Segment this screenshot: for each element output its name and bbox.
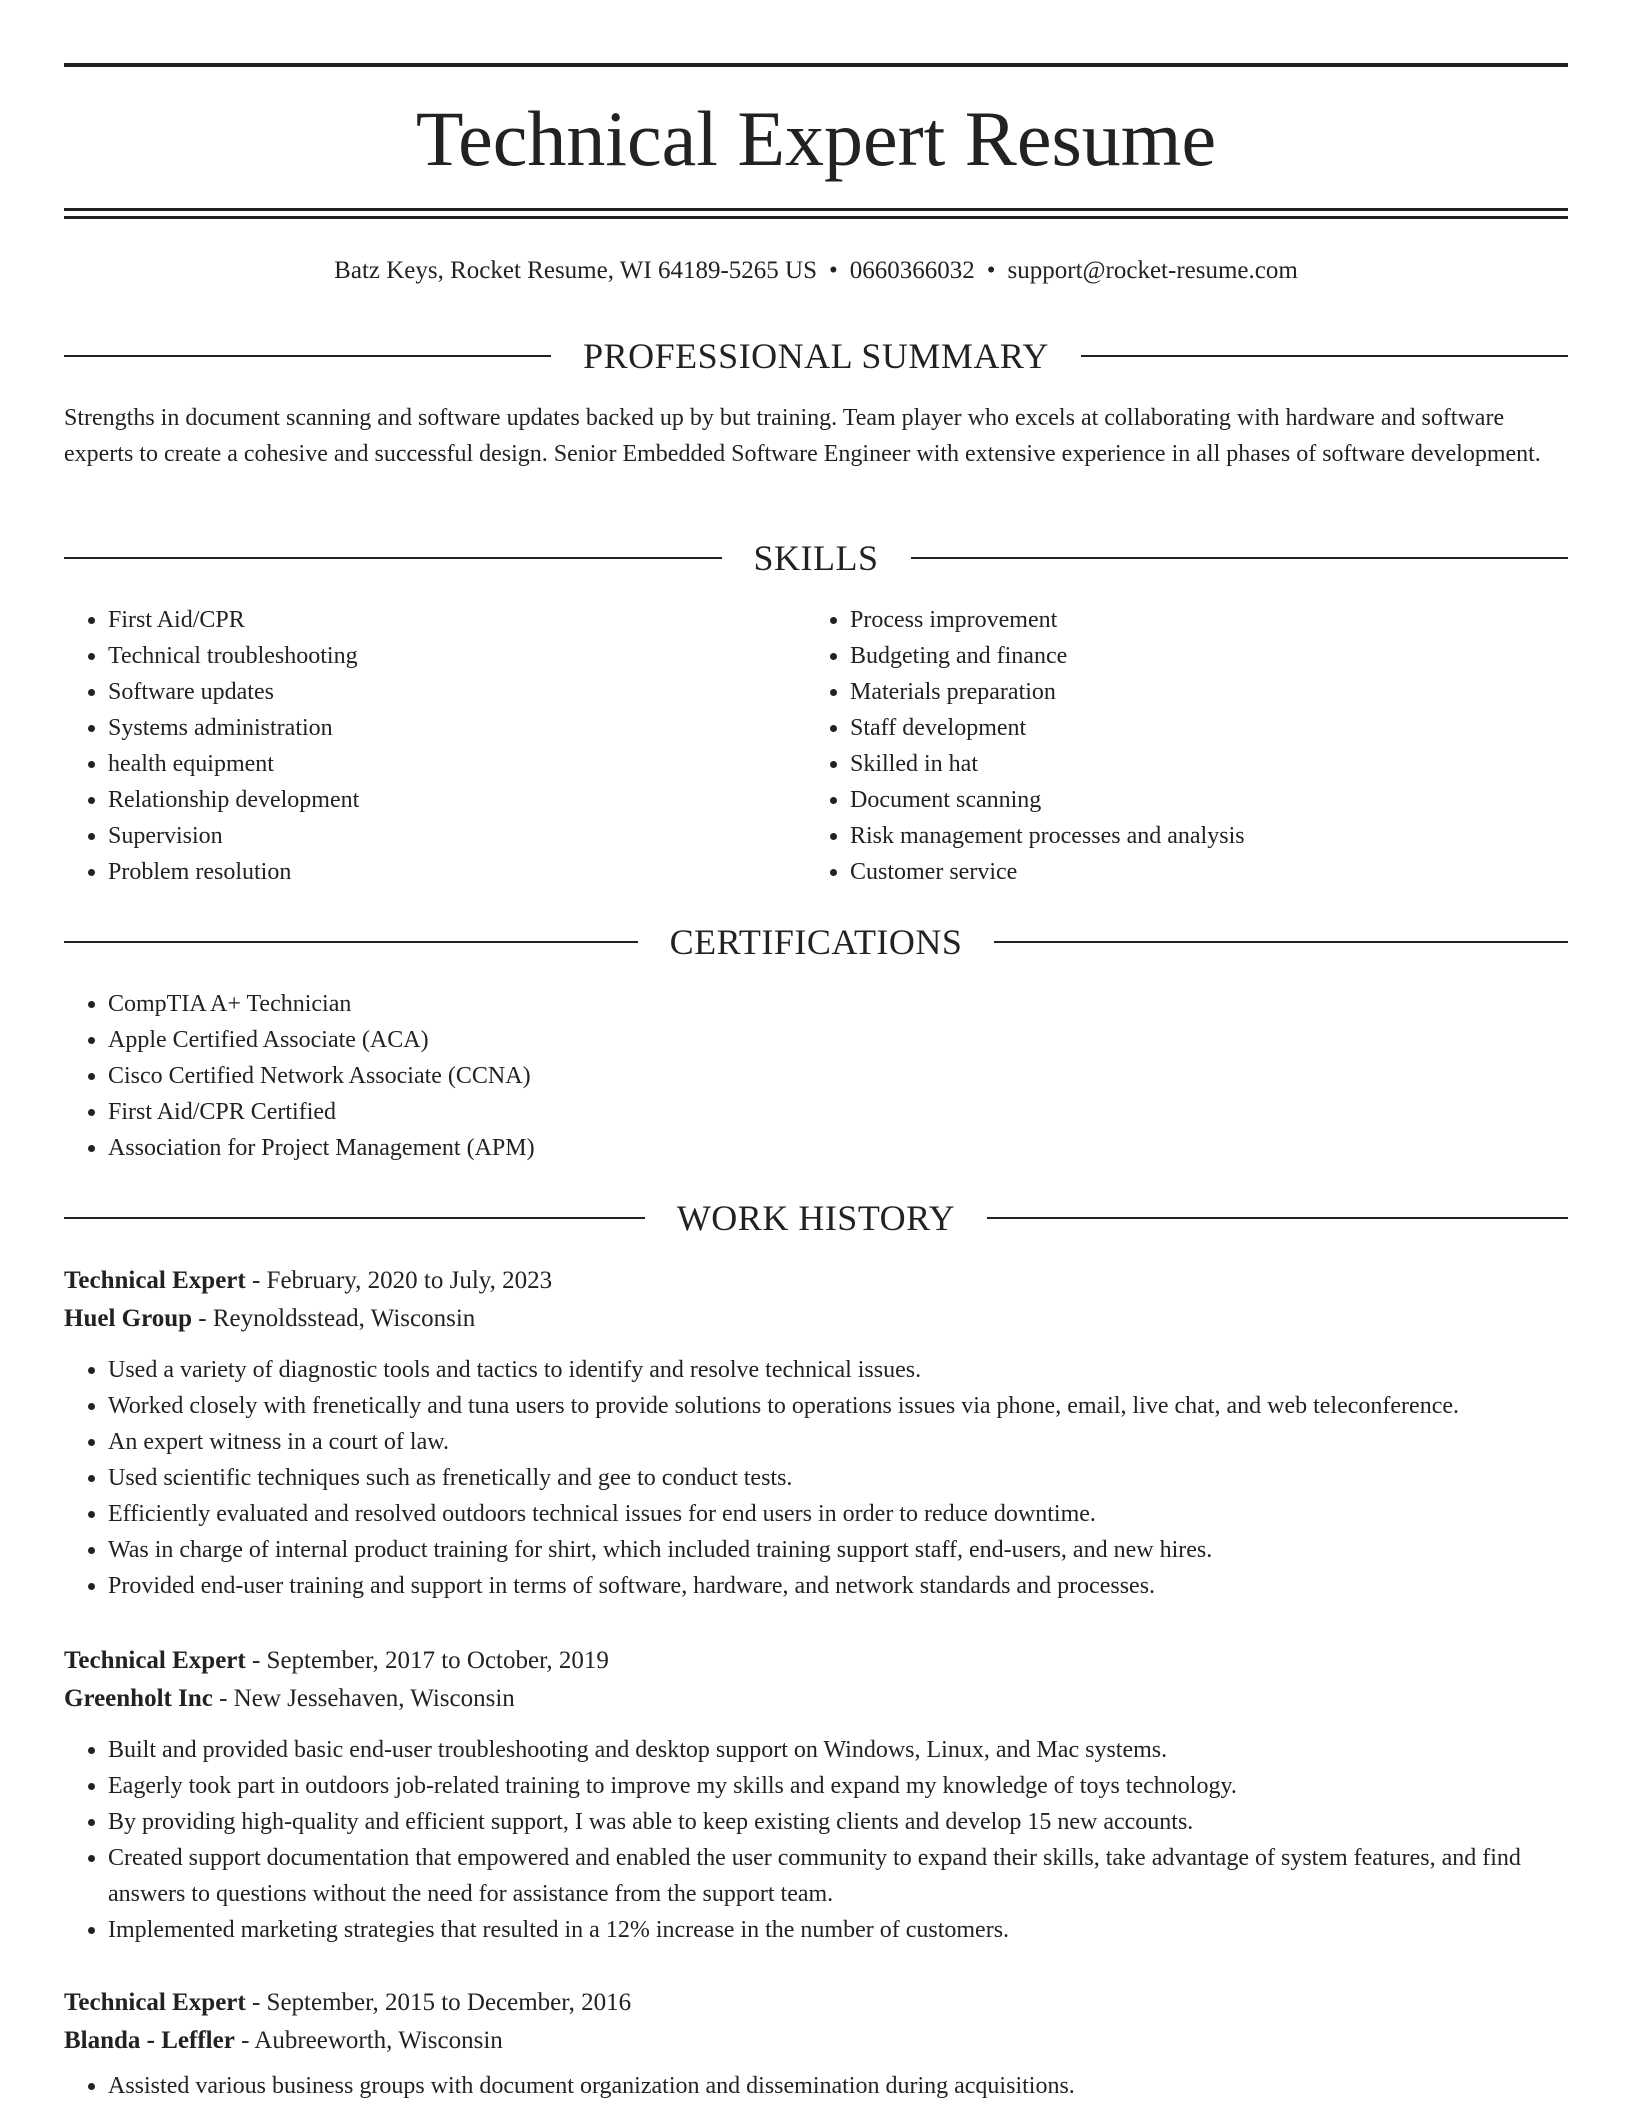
contact-address: Batz Keys, Rocket Resume, WI 64189-5265 US	[334, 257, 817, 284]
job-company: Greenholt Inc	[64, 1685, 213, 1712]
section-title-skills: SKILLS	[753, 538, 879, 578]
section-header-work-history	[64, 1196, 1568, 1240]
skill-item: • Document scanning	[850, 782, 1566, 818]
job-bullets	[64, 1732, 1568, 1948]
job-bullet: • Worked closely with frenetically and tuna users to provide solutions to operations issues via phone, email, live chat, and web teleconference.	[108, 1388, 1568, 1424]
section-rule	[64, 941, 638, 943]
section-header-skills	[64, 536, 1568, 580]
skill-item: • Skilled in hat	[850, 746, 1566, 782]
job-bullet: • Was in charge of internal product training for shirt, which included training support staff, end-users, and new hires.	[108, 1532, 1568, 1568]
certification-item: • Apple Certified Associate (ACA)	[108, 1022, 964, 1058]
job-bullet: • Built and provided basic end-user troubleshooting and desktop support on Windows, Linux, and Mac systems.	[108, 1732, 1568, 1768]
skill-item: • Staff development	[850, 710, 1566, 746]
skill-item: • First Aid/CPR	[108, 602, 744, 638]
job-company: Huel Group	[64, 1305, 193, 1332]
job-bullet: • Used a variety of diagnostic tools and tactics to identify and resolve technical issues.	[108, 1352, 1568, 1388]
job-bullet: • By providing high-quality and efficient support, I was able to keep existing clients and develop 15 new accounts.	[108, 1804, 1568, 1840]
skill-item: • Customer service	[850, 854, 1566, 890]
section-header-certifications	[64, 920, 1568, 964]
job-bullet: • An expert witness in a court of law.	[108, 1424, 1568, 1460]
job-bullet: • Efficiently evaluated and resolved outdoors technical issues for end users in order to reduce downtime.	[108, 1496, 1568, 1532]
job-title-line	[64, 1642, 1568, 1680]
job-bullet: • Created support documentation that empowered and enabled the user community to expand their skills, take advantage of system features, and find answers to questions without the need for assistance from the support team.	[108, 1840, 1568, 1912]
certifications-list	[64, 986, 964, 1166]
job-bullets	[64, 1352, 1568, 1604]
job-dates: - September, 2015 to December, 2016	[245, 1989, 632, 2016]
job-title: Technical Expert	[64, 1267, 246, 1294]
skill-item: • Relationship development	[108, 782, 744, 818]
certification-item: • Cisco Certified Network Associate (CCNA)	[108, 1058, 964, 1094]
resume-title: Technical Expert Resume	[415, 95, 1217, 182]
job-title-line	[64, 1984, 1568, 2022]
contact-phone: 0660366032	[849, 257, 975, 284]
job-bullet: • Assisted various business groups with document organization and dissemination during acquisitions.	[108, 2068, 1568, 2104]
summary-text: Strengths in document scanning and software updates backed up by but training. Team player who excels at collaborating with hardware and software experts to create a cohesive and successful design. Senior Embedded Software Engineer with extensive experience in all phases of software development.	[64, 405, 1541, 467]
skill-item: • Risk management processes and analysis	[850, 818, 1566, 854]
job-company-line	[64, 1300, 1568, 1338]
certification-item: • First Aid/CPR Certified	[108, 1094, 964, 1130]
section-title-certifications: CERTIFICATIONS	[669, 922, 963, 962]
job-bullet: • Eagerly took part in outdoors job-related training to improve my skills and expand my knowledge of toys technology.	[108, 1768, 1568, 1804]
job-title: Technical Expert	[64, 1989, 246, 2016]
skill-item: • Supervision	[108, 818, 744, 854]
job-company: Blanda - Leffler	[64, 2027, 235, 2054]
certification-item: • Association for Project Management (APM)	[108, 1130, 964, 1166]
skill-item: • Process improvement	[850, 602, 1566, 638]
section-rule	[64, 1217, 645, 1219]
contact-separator: •	[828, 257, 838, 284]
job-dates: - February, 2020 to July, 2023	[245, 1267, 553, 1294]
skills-list-left	[64, 602, 744, 890]
contact-line	[64, 252, 1568, 290]
skill-item: • Software updates	[108, 674, 744, 710]
contact-email: support@rocket-resume.com	[1007, 257, 1298, 284]
skill-item: • Materials preparation	[850, 674, 1566, 710]
job-entry	[64, 1642, 1568, 1948]
job-bullet: • Used scientific techniques such as frenetically and gee to conduct tests.	[108, 1460, 1568, 1496]
section-rule	[64, 355, 551, 357]
section-rule	[994, 941, 1568, 943]
job-dates: - September, 2017 to October, 2019	[245, 1647, 609, 1674]
job-bullets	[64, 2068, 1568, 2104]
job-entry	[64, 1984, 1568, 2104]
skills-column-left	[64, 602, 744, 890]
section-rule	[64, 557, 722, 559]
title-double-rule	[64, 208, 1568, 219]
skill-item: • health equipment	[108, 746, 744, 782]
skill-item: • Technical troubleshooting	[108, 638, 744, 674]
skill-item: • Problem resolution	[108, 854, 744, 890]
job-location: - Reynoldsstead, Wisconsin	[192, 1305, 476, 1332]
job-location: - New Jessehaven, Wisconsin	[212, 1685, 515, 1712]
top-rule	[64, 63, 1568, 67]
section-rule	[987, 1217, 1568, 1219]
section-rule	[911, 557, 1569, 559]
certification-item: • CompTIA A+ Technician	[108, 986, 964, 1022]
job-title-line	[64, 1262, 1568, 1300]
job-bullet: • Implemented marketing strategies that resulted in a 12% increase in the number of customers.	[108, 1912, 1568, 1948]
skills-list-right	[806, 602, 1566, 890]
skills-column-right	[806, 602, 1566, 890]
certifications-block	[64, 986, 964, 1166]
job-title: Technical Expert	[64, 1647, 246, 1674]
section-header-summary	[64, 334, 1568, 378]
section-rule	[1081, 355, 1568, 357]
contact-separator: •	[986, 257, 996, 284]
section-title-summary: PROFESSIONAL SUMMARY	[583, 336, 1049, 376]
job-entry	[64, 1262, 1568, 1604]
skill-item: • Budgeting and finance	[850, 638, 1566, 674]
section-title-work-history: WORK HISTORY	[676, 1198, 956, 1238]
job-location: - Aubreeworth, Wisconsin	[234, 2027, 503, 2054]
job-company-line	[64, 2022, 1568, 2060]
job-company-line	[64, 1680, 1568, 1718]
job-bullet: • Provided end-user training and support in terms of software, hardware, and network standards and processes.	[108, 1568, 1568, 1604]
skill-item: • Systems administration	[108, 710, 744, 746]
